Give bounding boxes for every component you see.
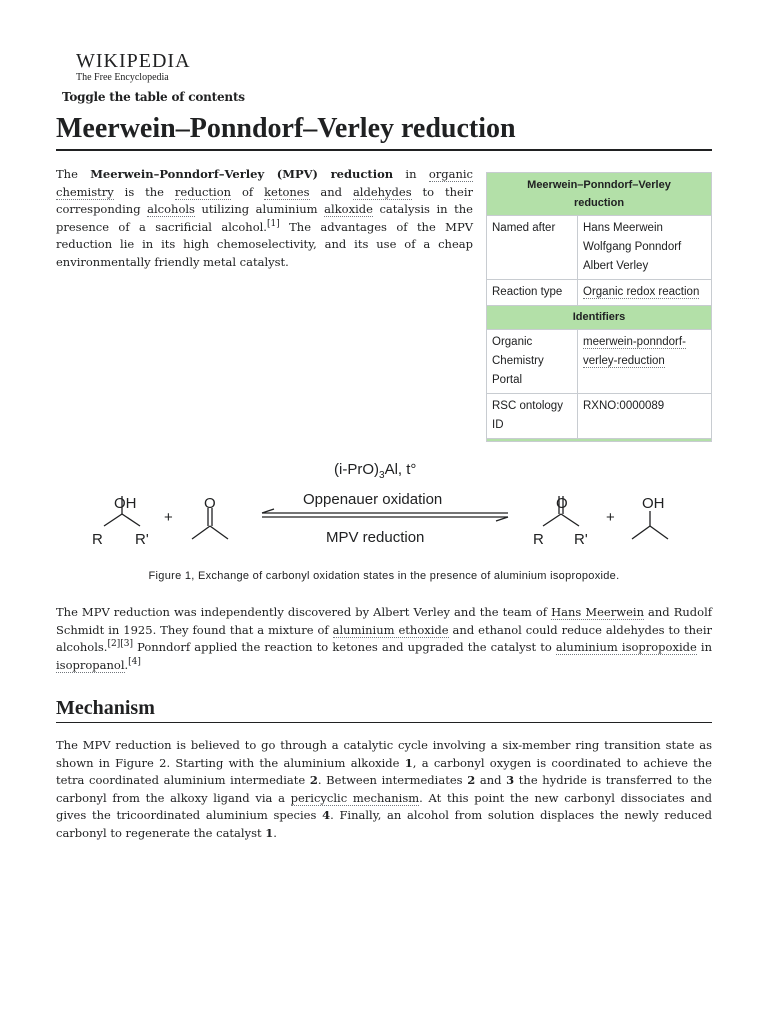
text: The MPV reduction was independently discovered by Albert Verley and the team of (56, 605, 552, 619)
label-r: R (92, 531, 103, 548)
plus-sign: + (164, 509, 173, 526)
reference-2-3[interactable]: [2][3] (107, 639, 133, 650)
link-portal[interactable]: meerwein-ponndorf-verley-reduction (583, 336, 686, 367)
text: utilizing aluminium (194, 202, 325, 217)
compound-number: 4 (322, 808, 331, 823)
history-paragraph (56, 604, 712, 674)
link-hans-meerwein[interactable]: Hans Meerwein (583, 222, 663, 234)
infobox-label-named-after: Named after (487, 216, 578, 280)
plus-sign: + (606, 509, 615, 526)
wikipedia-logo[interactable] (76, 50, 191, 84)
bond (210, 526, 228, 539)
compound-number: 3 (506, 773, 515, 788)
figure-caption: Figure 1, Exchange of carbonyl oxidation states in the presence of aluminium isopropoxide. (148, 570, 620, 582)
link-ketones[interactable]: ketones (264, 184, 310, 199)
infobox-label-rsc: RSC ontology ID (487, 394, 578, 439)
link-albert-verley[interactable]: Albert Verley (583, 260, 649, 272)
text: Ponndorf applied the reaction to ketones and upgraded the catalyst to (132, 640, 556, 655)
bond (561, 514, 579, 526)
text: . Between intermediates (317, 773, 468, 788)
text: of (231, 184, 265, 199)
text: . (124, 657, 129, 672)
label-o: O (204, 495, 216, 512)
link-aldehydes[interactable]: aldehydes (352, 184, 412, 199)
text: and Rudolf Schmidt in 1925. They found that a mixture of (56, 605, 713, 637)
text: in (393, 167, 429, 181)
text: The advantages of the MPV reduction lie in its high chemoselectivity, and its use of a cheap environmentally friendly metal catalyst. (56, 219, 474, 269)
link-alkoxide[interactable]: alkoxide (324, 202, 373, 217)
infobox-value-portal (578, 330, 712, 394)
label-oh: OH (114, 495, 137, 512)
link-organic-redox-reaction[interactable]: Organic redox reaction (583, 286, 700, 298)
label-oh: OH (642, 495, 665, 512)
link-pericyclic-mechanism[interactable]: pericyclic mechanism (290, 790, 420, 805)
toggle-toc-button[interactable]: Toggle the table of contents (62, 90, 245, 104)
label-r-prime: R' (574, 531, 588, 548)
compound-number: 1 (265, 825, 274, 840)
logo-wordmark: WIKIPEDIA (76, 50, 191, 72)
text: , a carbonyl oxygen is coordinated to achieve the tetra coordinated aluminium intermediate (56, 755, 712, 788)
text: and (475, 773, 507, 788)
infobox-identifiers-header: Identifiers (487, 306, 712, 330)
reaction-scheme-figure (80, 456, 690, 566)
forward-label: Oppenauer oxidation (303, 491, 443, 508)
label-o: O (556, 495, 568, 512)
link-organic-chemistry[interactable]: organic chemistry (56, 167, 473, 199)
link-reduction[interactable]: reduction (174, 184, 232, 199)
compound-number: 1 (404, 755, 413, 770)
text: The (56, 167, 91, 181)
link-aluminium-ethoxide[interactable]: aluminium ethoxide (332, 622, 449, 637)
infobox-label-portal: Organic Chemistry Portal (487, 330, 578, 394)
bond (192, 526, 210, 539)
text: The MPV reduction is believed to go through a catalytic cycle involving a six-member ring transition state as shown in Figure 2. Starting with the aluminium alkoxide (56, 738, 712, 770)
link-isopropanol[interactable]: isopropanol (56, 657, 125, 672)
reverse-label: MPV reduction (326, 529, 425, 546)
article-subject: Meerwein–Ponndorf–Verley (MPV) reduction (90, 167, 394, 181)
link-wolfgang-ponndorf[interactable]: Wolfgang Ponndorf (583, 241, 682, 253)
text: . Finally, an alcohol from solution displaces the newly reduced carbonyl to regenerate the catalyst (56, 808, 712, 840)
link-hans-meerwein[interactable]: Hans Meerwein (551, 605, 644, 619)
text: to their corresponding (56, 184, 473, 217)
infobox-value-named-after (578, 216, 712, 280)
bond (122, 514, 140, 526)
compound-number: 2 (467, 773, 476, 788)
text: is the (113, 184, 175, 199)
reference-1[interactable]: [1] (266, 218, 280, 229)
text: and ethanol could reduce aldehydes to their alcohols. (56, 622, 712, 655)
text: catalysis in the presence of a sacrificial alcohol. (56, 202, 473, 234)
bond (632, 526, 650, 539)
bond (104, 514, 122, 526)
conditions-label: $(i-PrO)_3Al$, t° (334, 461, 417, 481)
link-aluminium-isopropoxide[interactable]: aluminium isopropoxide (555, 640, 697, 655)
bond (650, 526, 668, 539)
section-heading-mechanism: Mechanism (56, 694, 712, 723)
text: and (309, 184, 353, 199)
mechanism-paragraph (56, 737, 712, 843)
text: the hydride is transferred to the carbonyl from the alkoxy ligand via a (56, 773, 712, 805)
link-alcohols[interactable]: alcohols (147, 202, 195, 217)
text: in (696, 640, 712, 655)
infobox-title: Meerwein–Ponndorf–Verley reduction (487, 173, 712, 216)
infobox-value-rsc: RXNO:0000089 (578, 394, 712, 439)
reference-4[interactable]: [4] (128, 656, 141, 667)
logo-tagline: The Free Encyclopedia (76, 72, 169, 83)
text: . (273, 825, 277, 840)
infobox-value-reaction-type (578, 280, 712, 306)
infobox-label-reaction-type: Reaction type (487, 280, 578, 306)
page-title: Meerwein–Ponndorf–Verley reduction (56, 110, 712, 151)
label-r-prime: R' (135, 531, 149, 548)
intro-paragraph (56, 166, 473, 272)
infobox (486, 172, 712, 442)
bond (543, 514, 561, 526)
text: . At this point the new carbonyl dissociates and gives the tricoordinated aluminium species (56, 790, 712, 823)
infobox-footer (487, 439, 712, 442)
label-r: R (533, 531, 544, 548)
compound-number: 2 (309, 773, 318, 788)
